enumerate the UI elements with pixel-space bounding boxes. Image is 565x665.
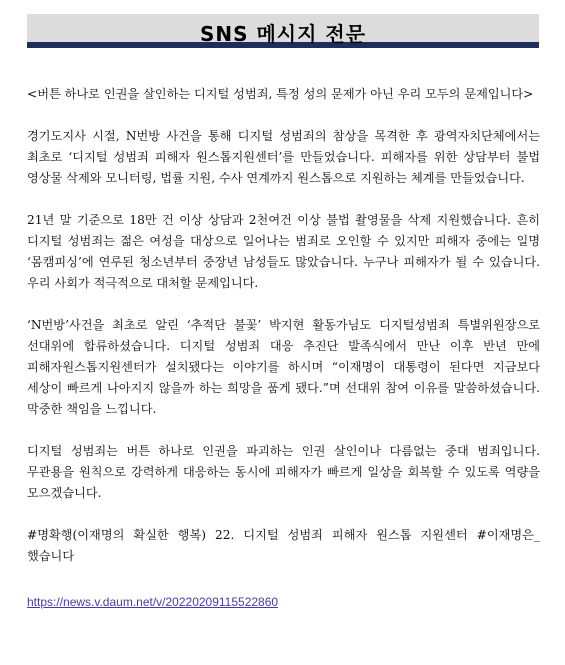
body-paragraph-3: ‘N번방’사건을 최초로 알린 ‘추적단 불꽃’ 박지현 활동가님도 디지털성범죄 특별위원장으로 선대위에 합류하셨습니다. 디지털 성범죄 대응 추진단 발족식에서 만난 이후 반년 만에 피해자원스톱지원센터가 설치됐다는 이야기를 하시며 “이재명이 대통령이 된다면 지금보다 세상이 빠르게 나아지지 않을까 하는 희망을 품게 됐다.”며 선대위 참여 이유를 말씀하셨습니다. 막중한 책임을 느낍니다. (27, 318, 540, 416)
source-link[interactable]: https://news.v.daum.net/v/20220209115522860 (27, 595, 279, 609)
body-paragraph-4: 디지털 성범죄는 버튼 하나로 인권을 파괴하는 인권 살인이나 다름없는 중대 범죄입니다. 무관용을 원칙으로 강력하게 대응하는 동시에 피해자가 빠르게 일상을 회복할 수 있도록 역량을 모으겠습니다. (27, 444, 540, 500)
page-title: SNS 메시지 전문 (199, 22, 367, 46)
body-paragraph-2: 21년 말 기준으로 18만 건 이상 상담과 2천여건 이상 불법 촬영물을 삭제 지원했습니다. 흔히 디지털 성범죄는 젊은 여성을 대상으로 일어나는 범죄로 오인할 수 있지만 피해자 중에는 일명 ‘몸캠피싱’에 연루된 청소년부터 중장년 남성들도 많았습니다. 누구나 피해자가 될 수 있습니다. 우리 사회가 적극적으로 대처할 문제입니다. (27, 213, 540, 290)
hashtag-paragraph: #명확행(이재명의 확실한 행복) 22. 디지털 성범죄 피해자 원스톱 지원센터 #이재명은_했습니다 (27, 528, 540, 563)
intro-paragraph: <버튼 하나로 인권을 살인하는 디지털 성범죄, 특정 성의 문제가 아닌 우리 모두의 문제입니다> (27, 87, 534, 101)
header-banner (27, 14, 539, 60)
message-body (27, 84, 540, 613)
body-paragraph-1: 경기도지사 시절, N번방 사건을 통해 디지털 성범죄의 참상을 목격한 후 광역자치단체에서는 최초로 ‘디지털 성범죄 피해자 원스톱지원센터’를 만들었습니다. 피해자를 위한 상담부터 불법 영상물 삭제와 모니터링, 법률 지원, 수사 연계까지 원스톱으로 지원하는 체계를 만들었습니다. (27, 129, 540, 185)
